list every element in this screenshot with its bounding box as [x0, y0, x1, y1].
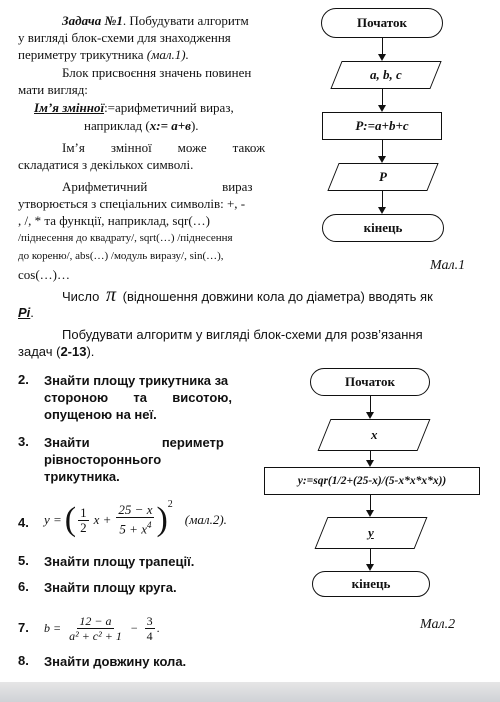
fc1-arrowhead-4 [378, 207, 386, 214]
fc1-process-block: P:=a+b+c [322, 112, 442, 140]
name-line1: Ім’я змінної може також [62, 140, 266, 155]
task-2-number: 2. [18, 372, 29, 387]
fc2-arrow-4 [370, 549, 371, 565]
fraction-one-half: $\frac{1}{2}$ [80, 504, 87, 535]
assignment-example: наприклад (x:= a+в). [84, 118, 199, 133]
task-2-line2: стороною та висотою, [44, 390, 232, 405]
fc2-end-terminal: кінець [312, 571, 430, 597]
task1-heading: Задача №1 [62, 13, 123, 28]
pi-line: Число π (відношення довжини кола до діаметра) вводять як [62, 284, 433, 306]
task1-line4: Блок присвоєння значень повинен [62, 65, 252, 80]
task-3-line1: Знайти периметр [44, 435, 224, 450]
fc2-caption: Мал.2 [420, 617, 456, 632]
pi-name-line: Pi. [18, 305, 34, 320]
fc1-output-block: P [327, 163, 438, 191]
task-5-number: 5. [18, 553, 29, 568]
fraction-25-minus-x: $\frac{25 - x}{5 + x^4}$ [118, 502, 153, 537]
fc1-arrow-2 [382, 89, 383, 106]
task-4-ref: (мал.2). [184, 512, 227, 527]
fc1-arrow-3 [382, 140, 383, 157]
arith-line2: утворюється з спеціальних символів: +, - [18, 196, 246, 211]
fc2-arrowhead-3 [366, 510, 374, 517]
task-8-text: Знайти довжину кола. [44, 654, 187, 669]
arith-line3: , /, * та функції, наприклад, sqr(…) [18, 213, 210, 228]
arith-line1: Арифметичний вираз [62, 179, 253, 194]
fc1-end-terminal: кінець [322, 214, 444, 242]
fc2-arrow-3 [370, 495, 371, 511]
fc2-process-block: y:=sqr(1/2+(25-x)/(5-x*x*x*x)) [264, 467, 480, 495]
fc2-arrowhead-1 [366, 412, 374, 419]
task-2-line3: опущеною на неї. [44, 407, 157, 422]
task-8-number: 8. [18, 653, 29, 668]
task-7-number: 7. [18, 620, 29, 635]
fc2-arrowhead-4 [366, 564, 374, 571]
build-line2: задач (2-13). [18, 344, 95, 359]
fc1-arrowhead-3 [378, 156, 386, 163]
arith-line6: cos(…)… [18, 267, 70, 282]
fc2-arrow-1 [370, 396, 371, 413]
arith-line4: /піднесення до квадрату/, sqrt(…) /піднесення [18, 232, 233, 244]
assignment-syntax: Ім’я змінної:=арифметичний вираз, [34, 100, 234, 115]
fc2-output-block: y [315, 517, 428, 549]
fc2-start-terminal: Початок [310, 368, 430, 396]
fraction-three-quarters: $\frac{3}{4}$ [146, 613, 153, 643]
task-5-text: Знайти площу трапеції. [44, 554, 195, 569]
fraction-12-minus-a: $\frac{12 - a}{\text{a² + c² + 1}}$ [69, 613, 122, 643]
task-2-line1: Знайти площу трикутника за [44, 373, 229, 388]
task-3-number: 3. [18, 434, 29, 449]
page-edge-shadow [0, 682, 500, 702]
task1-line1: Задача №1. Побудувати алгоритм [62, 13, 249, 28]
task1-line5: мати вигляд: [18, 82, 88, 97]
task-3-line2: рівностороннього [44, 452, 162, 467]
fc1-caption: Мал.1 [430, 258, 466, 273]
build-line1: Побудувати алгоритм у вигляді блок-схеми для розв’язання [62, 327, 423, 342]
name-line2: складатися з декількох символі. [18, 157, 194, 172]
task-6-text: Знайти площу круга. [44, 580, 177, 595]
fc1-arrow-4 [382, 191, 383, 208]
fc1-input-block: a, b, c [330, 61, 441, 89]
task-7-formula: b = $\frac{12 - a}{\text{a² + c² + 1}}$ − $\frac{3}{4}$ . [44, 613, 160, 643]
task-4-formula: y = ( $\frac{1}{2}$ x + $\frac{25 - x}{5 + x^4}$ ) $^2$ (мал.2). [44, 499, 227, 538]
pi-symbol: π [106, 284, 117, 306]
fc1-arrow-1 [382, 38, 383, 55]
arith-line5: до кореню/, abs(…) /модуль виразу/, sin(…), [18, 250, 224, 262]
fc1-start-terminal: Початок [321, 8, 443, 38]
task-6-number: 6. [18, 579, 29, 594]
task-3-line3: трикутника. [44, 469, 120, 484]
task1-line2: у вигляді блок-схеми для знаходження [18, 30, 231, 45]
fc1-arrowhead-1 [378, 54, 386, 61]
fc2-input-block: x [318, 419, 431, 451]
task1-line3: периметру трикутника (мал.1). [18, 47, 189, 62]
fc1-arrowhead-2 [378, 105, 386, 112]
fc2-arrowhead-2 [366, 460, 374, 467]
task-4-number: 4. [18, 515, 29, 530]
